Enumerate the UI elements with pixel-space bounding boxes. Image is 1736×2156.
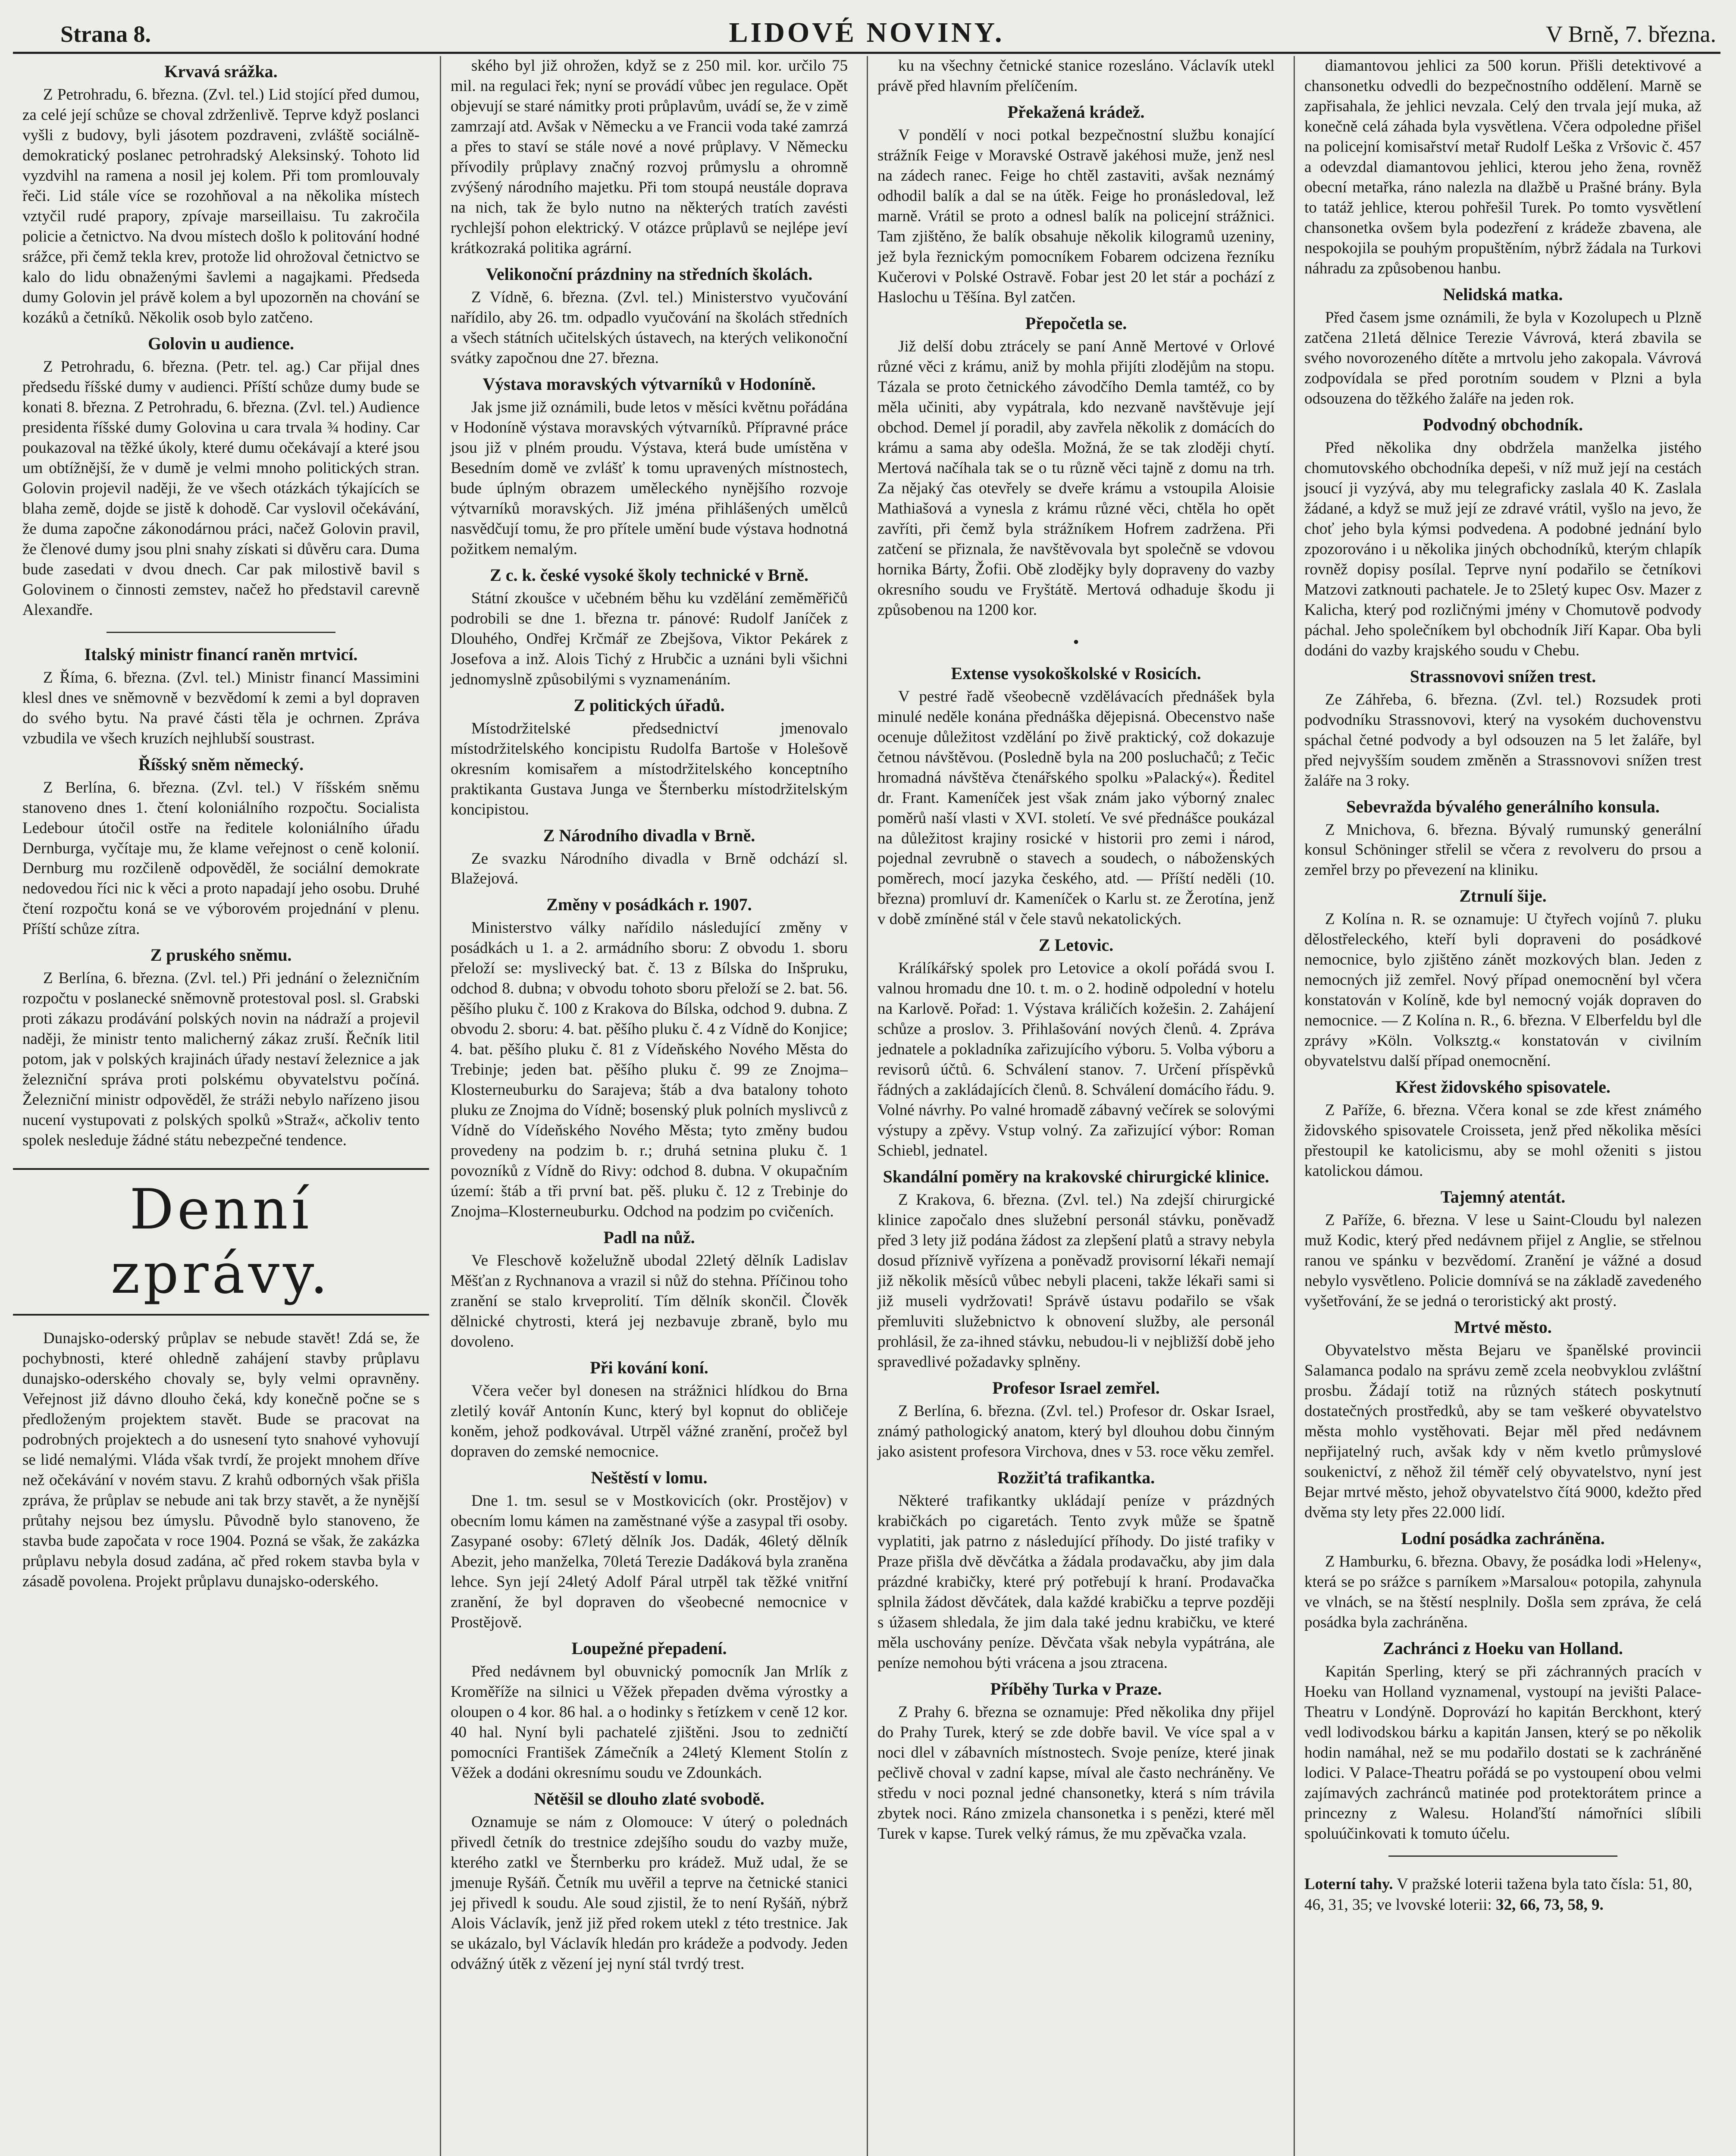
- lottery-numbers: 32, 66, 73, 58, 9.: [1495, 1896, 1604, 1914]
- article-text: Obyvatelstvo města Bejaru ve španělské provincii Salamanca podalo na správu země zcela neobvyklou zvláštní prosbu. Žádají totiž na různých státech poskytnutí dostatečných prostředků, aby se tam veškeré obyvatelstvo města mohlo vystěhovati. Bejar měl před nedávnem nepřijatelný ruch, avšak kdy v něm kvetlo průmyslové soukenictví, z něhož žil téměř celý obyvatelstvo, nyní jest Bejar mrtvé město, jehož obyvatelstvo čítá 9000, kdežto před dvěma sty lety přes 22.000 lidí.: [1304, 1341, 1702, 1522]
- article-headline: Výstava moravských výtvarníků v Hodoníně.: [483, 374, 816, 394]
- article-text: Ze svazku Národního divadla v Brně odchází sl. Blažejová.: [451, 849, 848, 888]
- article: [1295, 1187, 1711, 1312]
- article: [13, 333, 429, 620]
- article: [1295, 1638, 1711, 1844]
- article-text: Místodržitelské předsednictví jmenovalo místodržitelského koncipistu Rudolfa Bartoše v Holešově okresním komisařem a místodržitelského konceptního praktikanta Gustava Junga ve Šternberku místodržitelským koncipistou.: [451, 719, 848, 818]
- separator-rule: [1388, 1855, 1617, 1857]
- article-headline: Změny v posádkách r. 1907.: [546, 895, 752, 915]
- article-text: Z Vídně, 6. března. (Zvl. tel.) Ministerstvo vyučování nařídilo, aby 26. tm. odpadlo vyučování na školách středních a všech státních učitelských ústavech, na kterých velikonoční svátky započnou dne 27. března.: [451, 288, 848, 367]
- article-text: Z Paříže, 6. března. Včera konal se zde křest známého židovského spisovatele Croisseta, jenž před několika měsíci přestoupil ke katolicismu, aby se mohl oženiti s jistou katolickou dámou.: [1304, 1101, 1702, 1180]
- article: [1295, 886, 1711, 1072]
- article-headline: Ztrnulí šije.: [1459, 886, 1547, 906]
- article-text: Z Hamburku, 6. března. Obavy, že posádka lodi »Heleny«, která se po srážce s parníkem »Marsalou« potopila, zahynula ve vlnách, se na štěstí nesplnily. Došla sem zpráva, že celá posádka byla zachráněna.: [1304, 1553, 1702, 1631]
- article: [868, 1467, 1284, 1673]
- article-text: ského byl již ohrožen, když se z 250 mil. kor. určilo 75 mil. na regulaci řek; nyní se provádí vůbec jen regulace. Opět objevují se staré námitky proti průplavům, uvádí se, že v zimě zamrzají atd. Avšak v Německu a ve Francii voda také zamrzá a přes to staví se stále nové a nové průplavy. V Německu přívodily průplavy značný rozvoj průmyslu a ohromně zvýšený národního majetku. Při tom stoupá neustále doprava na nich, tak že bylo nutno na některých tratích zavésti rychlejší pohon elektrický. V otázce průplavů se nejlépe jeví krátkozraká politika agrární.: [451, 57, 848, 257]
- lottery-results: [1295, 1874, 1711, 1915]
- separator-dot: •: [1073, 632, 1079, 652]
- article-headline: Rozžiťtá trafikantka.: [997, 1468, 1155, 1488]
- article-text: Včera večer byl donesen na strážnici hlídkou do Brna zletilý kovář Antonín Kunc, který byl kopnut do obličeje koněm, jehož podkovával. Utrpěl vážné zranění, pročež byl dopraven do zemské nemocnice.: [451, 1382, 848, 1461]
- article-text: Ze Záhřeba, 6. března. (Zvl. tel.) Rozsudek proti podvodníku Strassnovovi, který na vysokém duchovenstvu spáchal četné podvody a byl odsouzen na 5 let žaláře, byl před nejvyšším soudem změněn a Strassnovovi snížen trest žaláře na 3 roky.: [1304, 690, 1702, 790]
- article: [1295, 1077, 1711, 1181]
- column-1: [13, 56, 429, 2156]
- article-text: Z Petrohradu, 6. března. (Petr. tel. ag.) Car přijal dnes předsedu říšské dumy v audienci. Příští schůze dumy bude se konati 8. března. Z Petrohradu, 6. března. (Zvl. tel.) Audience presidenta říšské dumy Golovina u cara trvala ¾ hodiny. Car poukazoval na těžké úkoly, které dumu očekávají a které jsou um obtížnější, že v dumě je velmi mnoho politických stran. Golovin projevil naději, že ve všech otázkách týkajících se blaha země, dojde se jistě k dohodě. Car vyslovil očekávání, že duma započne zákonodárnou práci, načež Golovin pravil, že členové dumy jsou plni snahy získati si důvěru cara. Duma bude zasedati v dvou dnech. Car pak milostivě bavil s Golovinem o činnosti zemstev, načež ho představil carevně Alexandře.: [22, 357, 420, 619]
- article-headline: Krvavá srážka.: [164, 62, 278, 81]
- article: [13, 754, 429, 940]
- article-headline: Při kování koní.: [590, 1358, 708, 1378]
- article-text: diamantovou jehlici za 500 korun. Přišli detektivové a chansonetku odvedli do bezpečnostního oddělení. Marně se zapřisahala, že jehlici nevzala. Celý den trvala její muka, až konečně celá záhada byla vysvětlena. Včera odpoledne přišel na policejní komisařství metař Rudolf Leška z Vršovic č. 457 a odevzdal diamantovou jehlici, kterou jeho žena, rovněž obecní metařka, ráno nalezla na dlažbě u Prašné brány. Byla to tatáž jehlice, kterou pohřešil Turek. Po tomto vysvětlení chansonetka ovšem byla podezření z krádeže zbavena, ale nespokojila se pouhým propuštěním, nýbrž žádala na Turkovi náhradu za způsobenou hanbu.: [1304, 57, 1702, 277]
- article-headline: Z pruského sněmu.: [150, 945, 292, 965]
- article-text: Z Kolína n. R. se oznamuje: U čtyřech vojínů 7. pluku dělostřeleckého, kteří byli dopraveni do posádkové nemocnice, bylo zjištěno zánět mozkových blan. Jeden z nemocných již zemřel. Nový případ onemocnění byl včera konstatován v Kolíně, kde byl nemocný voják dopraven do nemocnice. — Z Kolína n. R., 6. března. V Elberfeldu byl dle zprávy »Köln. Volksztg.« konstatován v civilním obyvatelstvu další případ onemocnění.: [1304, 910, 1702, 1070]
- article-text: Před nedávnem byl obuvnický pomocník Jan Mrlík z Kroměříže na silnici u Věžek přepaden dvěma výrostky a oloupen o 4 kor. 86 hal. a o hodinky s řetízkem v ceně 12 kor. 40 hal. Nyní byli pachatelé zjištěni. Jsou to zedničtí pomocníci František Zámečník a 24letý Klement Stolín z Věžek a dodáni okresnímu soudu ve Zdounkách.: [451, 1662, 848, 1782]
- article: [868, 56, 1284, 97]
- article: [1295, 284, 1711, 409]
- article: [441, 894, 857, 1222]
- article-headline: Padl na nůž.: [603, 1228, 695, 1247]
- article: [441, 56, 857, 259]
- article: [441, 1467, 857, 1633]
- article: [868, 1378, 1284, 1462]
- article-text: Ministerstvo války nařídilo následující změny v posádkách u 1. a 2. armádního sboru: Z obvodu 1. sboru přeloží se: myslivecký bat. č. 13 z Bílska do Inšpruku, odchod 8. dubna; v obvodu tohoto sboru přeloží se 2. bat. 56. pěšího pluku č. 100 z Krakova do Bílska, odchod 9. dubna. Z obvodu 2. sboru: 4. bat. pěšího pluku č. 4 z Vídně do Konjice; 4. bat. pěšího pluku č. 81 z Vídeňského Nového Města do Trebinje; jeden bat. pěšího pluku č. 99 ze Znojma–Klosterneuburku do Sarajeva; štáb a dva batalony tohoto pluku ze Znojma do Vídně; bosenský pluk polních myslivců z Vídně do Vídeňského Nového Města; tyto změny budou provedeny na podzim b. r.; druhá setnina pluku č. 1 povozníků z Vídně do Rivy: odchod 8. dubna. V okupačním území: štáb a tři první bat. pěš. pluku č. 12 z Trebinje do Znojma–Klosterneuburku. Odchod na podzim po cvičeních.: [451, 919, 848, 1221]
- article: [868, 102, 1284, 308]
- article-text: Králíkářský spolek pro Letovice a okolí pořádá svou I. valnou hromadu dne 10. t. m. o 2. hodině odpolední v hotelu na Karlově. Pořad: 1. Výstava králičích kožešin. 2. Zahájení schůze a proslov. 3. Přihlašování nových členů. 4. Zpráva jednatele a pokladníka zařizujícího výboru. 5. Volba výboru a revisorů účtů. 6. Schválení stanov. 7. Určení příspěvků řádných a zakládajících členů. 8. Schválení domácího řádu. 9. Volné návrhy. Po valné hromadě zábavný večírek se solovými výstupy a zpěvy. Vstup volný. Za zařizující výbor: Roman Schiebl, jednatel.: [877, 959, 1275, 1160]
- article-headline: Z Národního divadla v Brně.: [543, 825, 755, 845]
- article-text: Jak jsme již oznámili, bude letos v měsíci květnu pořádána v Hodoníně výstava moravských výtvarníků. Přípravné práce jsou již v plném proudu. Výstava, která bude umístěna v Besedním domě ve zvlášť k tomu upravených místnostech, bude úplným obrazem uměleckého nynějšího rozvoje výtvarníků moravských. Již jména přihlášených umělců nasvědčují tomu, že pro přítele umění bude výstava hodnotná požitkem nemalým.: [451, 398, 848, 558]
- article-text: Státní zkoušce v učebném běhu ku vzdělání zeměměřičů podrobili se dne 1. března tr. pánové: Rudolf Janíček z Dlouhého, Ondřej Krčmář ze Zbejšova, Viktor Pekárek z Josefova a inž. Alois Tichý z Hrubčic a uznáni byli všichni jednomyslně způsobilými s vyznamenáním.: [451, 589, 848, 688]
- page-number: Strana 8.: [60, 21, 151, 47]
- article: [441, 825, 857, 890]
- article: [13, 61, 429, 328]
- article: [441, 1789, 857, 1974]
- article-headline: Podvodný obchodník.: [1423, 414, 1583, 434]
- article: [1295, 56, 1711, 279]
- article-text: Ve Fleschově koželužně ubodal 22letý dělník Ladislav Měšťan z Rychnanova a vrazil si nůž do stehna. Příčinou toho zranění se stalo krveprolití. Tím dělník skončil. Člověk dělnické chytrosti, která jej nezbavuje zbraně, bylo mu dovoleno.: [451, 1252, 848, 1351]
- article: [868, 935, 1284, 1161]
- article-text: Z Petrohradu, 6. března. (Zvl. tel.) Lid stojící před dumou, za celé její schůze se choval zdrženlivě. Teprve když poslanci vyšli z budovy, byli jásotem pozdraveni, zvláště sociálně-demokratický poslanec petrohradský Aleksinský. Tohoto lid vyzdvihl na ramena a nosil jej kolem. Při tom promlouvaly řeči. Lid stále více se rozohňoval a na několika místech vztyčil rudé prapory, zpívaje marseillaisu. Tu zakročila policie a četnictvo. Na dvou místech došlo k politování hodné srážce, při čemž tekla krev, protože lid ohrožoval četnictvo se kalo do lidu obnaženými šavlemi a nagajkami. Předseda dumy Golovin jel právě kolem a byl upozorněn na chování se kozáků a četníků. Několik osob bylo zatčeno.: [22, 86, 420, 326]
- article-text: ku na všechny četnické stanice rozesláno. Václavík utekl právě před hlavním přelíčením.: [877, 57, 1275, 95]
- article: [441, 565, 857, 690]
- article-headline: Velikonoční prázdniny na středních školách.: [486, 264, 813, 284]
- column-3: [867, 56, 1284, 2156]
- article-text: Z Paříže, 6. března. V lese u Saint-Cloudu byl nalezen muž Kodic, který před nedávnem přijel z Anglie, se střelnou ranou ve spánku v bezvědomí. Zranění je vážné a dosud nebylo vysvětleno. Policie domnívá se na základě zavedeného vyšetřování, že se jedná o teroristický akt prostý.: [1304, 1211, 1702, 1310]
- article-headline: Nelidská matka.: [1443, 284, 1563, 304]
- article-headline: Skandální poměry na krakovské chirurgické klinice.: [883, 1167, 1269, 1187]
- article-headline: Golovin u audience.: [148, 333, 294, 353]
- article-headline: Příběhy Turka v Praze.: [990, 1679, 1162, 1698]
- article: [868, 1166, 1284, 1373]
- article-text: Z Berlína, 6. března. (Zvl. tel.) V říšském sněmu stanoveno dnes 1. čtení koloniálního rozpočtu. Socialista Ledebour útočil ostře na ředitele koloniálního úřadu Dernburga, vyčítaje mu, že klame veřejnost o ceně kolonií. Dernburg mu rozčileně odpověděl, že sociální demokrate nedovedou říci nic k věci a proto napadají jeho osobu. Druhé čtení rozpočtu koná se ve výborovém projednání v plenu. Příští schůze zítra.: [22, 778, 420, 938]
- article-text: Z Prahy 6. března se oznamuje: Před několika dny přijel do Prahy Turek, který se zde dobře bavil. Ve více spal a v noci dlel v zábavních místnostech. Svoje peníze, které jinak pečlivě choval v zadní kapse, míval ale často nechráněny. Ve středu v noci poznal jedné chansonetky, která s ním trávila zbytek noci. Ráno zmizela chansonetka i s penězi, které měl Turek v kapse. Turek velký rámus, že mu zpěvačka vzala.: [877, 1703, 1275, 1843]
- article-headline: Křest židovského spisovatele.: [1395, 1077, 1611, 1097]
- article-headline: Extense vysokoškolské v Rosicích.: [951, 663, 1201, 683]
- article-headline: Profesor Israel zemřel.: [992, 1378, 1160, 1398]
- column-2: [440, 56, 857, 2156]
- article: [441, 264, 857, 369]
- article-headline: Z c. k. české vysoké školy technické v Brně.: [490, 565, 808, 585]
- page-header: [13, 9, 1720, 54]
- article: [441, 1357, 857, 1462]
- article-text: Před časem jsme oznámili, že byla v Kozolupech u Plzně zatčena 21letá dělnice Terezie Vávrová, která zbavila se svého novorozeného dítěte a mrtvolu jeho zakopala. Vávrová zodpovídala se před porotním soudem v Plzni a byla odsouzena do těžkého žaláře na jeden rok.: [1304, 308, 1702, 407]
- article-text: Oznamuje se nám z Olomouce: V úterý o polednách přivedl četník do trestnice zdejšího soudu do vazby muže, kterého zatkl ve Šternberku pro krádež. Muž udal, že se jmenuje Ryšáň. Četník mu uvěřil a teprve na četnické stanici jej přivedl k soudu. Ale soud zjistil, že to není Ryšáň, nýbrž Alois Václavík, jenž již před rokem utekl z této trestnice. Jak se ukázalo, byl Václavík hledán pro krádeže a podvody. Jeden odvážný útěk z vězení jej nyní stál tvrdý trest.: [451, 1813, 848, 1973]
- section-title: Denní zprávy.: [13, 1168, 429, 1316]
- article-text: V pondělí v noci potkal bezpečnostní službu konající strážník Feige v Moravské Ostravě jakéhosi muže, jenž nesl na zádech ranec. Feige ho chtěl zastaviti, avšak neznámý odhodil balík a dal se na útěk. Feige ho pronásledoval, lež marně. Vrátil se proto a odnesl balík na policejní strážnici. Tam zjištěno, že balík obsahuje několik kilogramů uzeniny, jež byla řeznickým pomocníkem Fobarem odcizena řezníku Kučerovi v Polské Ostravě. Fobar jest 20 let stár a pochází z Haslochu u Těšína. Byl zatčen.: [877, 126, 1275, 306]
- article: [441, 1638, 857, 1783]
- article-headline: Neštěstí v lomu.: [591, 1468, 708, 1488]
- article-headline: Z politických úřadů.: [573, 695, 725, 715]
- article: [1295, 1528, 1711, 1633]
- article: [1295, 1317, 1711, 1523]
- article: [441, 695, 857, 820]
- article-text: Z Berlína, 6. března. (Zvl. tel.) Při jednání o železničním rozpočtu v poslanecké sněmovně protestoval posl. sl. Grabski proti zákazu prodávání polských novin na nádraží a projevil naději, že ministr tento malicherný zákaz zruší. Řečník litil potom, jak v polských krajinách úřady nestaví železnice a jak železniční správa proti polskému obyvatelstvu počíná. Železniční ministr odpověděl, že stráži nebylo nařízeno jisou nucení vystupovati z polských spolků »Straž«, ačkoliv tento spolek nesleduje žádné státu nebezpečné tendence.: [22, 969, 420, 1150]
- dateline: V Brně, 7. března.: [1546, 21, 1716, 47]
- lottery-text: V pražské loterii tažena byla tato čísla: 51, 80, 46, 31, 35; ve lvovské loterii:: [1304, 1875, 1692, 1914]
- article: [1295, 414, 1711, 661]
- article-headline: Z Letovic.: [1038, 935, 1114, 955]
- article-text: Kapitán Sperling, který se při záchranných pracích v Hoeku van Holland vyznamenal, vystoupí na jevišti Palace-Theatru v Londýně. Doprovází ho kapitán Berckhont, který vedl lodivodskou bárku a kapitán Jansen, který se po několik hodin namáhal, než se mu podařilo dostati se k zachráněné lodici. V Palace-Theatru pořádá se po vystoupení obou velmi zajímavých zachránců matinée pod protektorátem prince a princezny z Walesu. Holanďští námořníci slíbili spoluúčinkovati k tomuto účelu.: [1304, 1662, 1702, 1843]
- article-text: Z Říma, 6. března. (Zvl. tel.) Ministr financí Massimini klesl dnes ve sněmovně v bezvědomí k zemi a byl dopraven do svého bytu. Na pravé části těla je ochrnen. Zpráva vzbudila ve všech kruzích nejhlubší soustrast.: [22, 668, 420, 747]
- article: [1295, 796, 1711, 881]
- article-headline: Přepočetla se.: [1025, 313, 1127, 333]
- lottery-label: Loterní tahy.: [1304, 1875, 1393, 1893]
- article: [868, 313, 1284, 620]
- article-headline: Tajemný atentát.: [1440, 1187, 1566, 1207]
- article-headline: Mrtvé město.: [1454, 1317, 1552, 1337]
- article: [1295, 666, 1711, 791]
- article-headline: Překažená krádež.: [1007, 102, 1145, 122]
- article-text: Již delší dobu ztrácely se paní Anně Mertové v Orlové různé věci z krámu, aniž by mohla přijíti zlodějům na stopu. Tázala se proto četnického závodčího Demla tamtéž, co by měla učiniti, aby vypátrala, kdo nezvaně navštěvuje její obchod. Demel jí poradil, aby zavřela několik z domácích do krámu a sama aby odešla. Možná, že se tak zloději chytí. Mertová načíhala tak se o tu různě věci tajně z domu na trh. Za nějaký čas otevřely se dveře krámu a vstoupila Aloisie Mathiašová a vynesla z krámu různé věci, chtěla ho opět zavříti, při čemž byla strážníkem Hofrem zadržena. Při zatčení se přiznala, že navštěvovala byt společně se vdovou hornika Bárty, Žofii. Obě zlodějky byly dopraveny do vazby okresního soudu ve Fryštátě. Mertová odhaduje škodu ji způsobenou na 1200 kor.: [877, 337, 1275, 619]
- section-text: Dunajsko-oderský průplav se nebude stavět! Zdá se, že pochybnosti, které ohledně zahájení stavby průplavu dunajsko-oderského chovaly se, byly velmi opravněny. Veřejnost již dávno dlouho čeká, kdy konečně počne se s předloženým projektem stavět. Bude se pracovat na podrobných projektech a do usnesení tyto snahové vyhovují se lidé nemalými. Vláda však tvrdí, že projekt mnohem dříve než očekávání v novém stavu. Z krahů odborných však přišla zpráva, že průplav se nebude ani tak brzy stavět, a že nynější průtahy nejsou bez úmyslu. Původně bylo stanoveno, že stavba bude započata v roce 1904. Pozná se však, že zakázka průplavu nebyla dosud zadána, ač před rokem stavba byla v zásadě povolena. Projekt průplavu dunajsko-oderského.: [22, 1329, 420, 1591]
- article-headline: Strassnovovi snížen trest.: [1410, 666, 1596, 686]
- article-headline: Nětěšil se dlouho zlaté svobodě.: [534, 1789, 765, 1808]
- article: [13, 644, 429, 749]
- article-text: Z Mnichova, 6. března. Bývalý rumunský generální konsul Schöninger střelil se včera z revolveru do prsou a zemřel brzy po převezení na kliniku.: [1304, 821, 1702, 879]
- article-text: Některé trafikantky ukládají peníze v prázdných krabičkách po cigaretách. Tento zvyk může se špatně vyplatiti, jak patrno z následující příhody. Do jisté trafiky v Praze přišla dvě děvčátka a žádala prodavačku, aby jim dala prázdné krabičky, které prý potřebují k hraní. Prodavačka splnila žádost děvčátek, dala každé krabičku a teprve později s úžasem shledala, že jim dala také jednu krabičku, ve které měla uschovány peníze. Děvčata však nebyla vypátrána, ale peníze nemohou býti vrácena a jsou ztracena.: [877, 1492, 1275, 1672]
- article-headline: Zachránci z Hoeku van Holland.: [1383, 1638, 1623, 1658]
- article-text: V pestré řadě všeobecně vzdělávacích přednášek byla minulé neděle konána přednáška dějepisná. Obecenstvo naše ocenuje důležitost vzdělání po živě praktický, což dokazuje četnou návštěvou. (Posledně byla na 200 posluchačů; z Tečic hromadná návštěva čtenářského spolku »Palacký«). Ředitel dr. Frant. Kameníček jest však znám jako výborný znalec poměrů naší vlasti v XVI. století. Ve své přednášce poukázal na důležitost krajiny rosické v historii pro zemi i národ, pojednal zevrubně o stavech a soudech, o náboženských poměrech, mocí jazyka českého, atd. — Příští neděli (10. března) promluví dr. Kameníček o Karlu st. ze Žerotína, jenž v době zmíněné stál v čele stavů nekatolických.: [877, 687, 1275, 928]
- article-text: Z Berlína, 6. března. (Zvl. tel.) Profesor dr. Oskar Israel, známý pathologický anatom, který byl dlouhou dobu činným jako asistent profesora Virchova, dnes v 53. roce věku zemřel.: [877, 1402, 1275, 1461]
- separator-rule: [107, 632, 335, 633]
- article-headline: Sebevražda bývalého generálního konsula.: [1346, 796, 1660, 816]
- columns: [13, 56, 1720, 2156]
- masthead: LIDOVÉ NOVINY.: [729, 17, 1005, 48]
- article-text: Před několika dny obdržela manželka jistého chomutovského obchodníka depeši, v níž muž její na cestách jsoucí ji vyzývá, aby mu telegraficky zaslala 40 K. Zaslala žádané, a když se muž její ze zdravé vrátil, vyšlo na jevo, že choť jeho byla kýmsi podvedena. A podobné jednání bylo zpozorováno i u několika jiných obchodníků, kterým chlapík rovněž dopisy posílal. Teprve nyní podařilo se četníkovi Matzovi zatknouti pachatele. Je to 25letý kupec Osv. Mazer z Kalicha, který pod rozličnými jmény v Chomutově podvody páchal. Jeho společníkem byl obchodník Jiří Kapar. Oba byli dodáni do vazby krajského soudu v Chebu.: [1304, 439, 1702, 659]
- article: [868, 663, 1284, 930]
- article-headline: Italský ministr financí raněn mrtvicí.: [84, 644, 358, 664]
- column-4: [1294, 56, 1711, 2156]
- article: [441, 374, 857, 560]
- section-article: [13, 1329, 429, 1592]
- article-headline: Říšský sněm německý.: [138, 754, 304, 774]
- article-headline: Lodní posádka zachráněna.: [1401, 1529, 1605, 1548]
- article-text: Dne 1. tm. sesul se v Mostkovicích (okr. Prostějov) v obecním lomu kámen na zaměstnané výše a zasypal tři osoby. Zasypané osoby: 67letý dělník Jos. Dadák, 46letý dělník Abezit, jeho manželka, 70letá Terezie Dadáková byla zraněna lehce. Syn její 24letý Adolf Páral utrpěl tak těžké vnitřní zranění, že byl dopraven do všeobecné nemocnice v Prostějově.: [451, 1492, 848, 1631]
- article: [868, 1679, 1284, 1844]
- article-text: Z Krakova, 6. března. (Zvl. tel.) Na zdejší chirurgické klinice započalo dnes služební personál stávku, poněvadž před 3 lety již podána žádost za zlepšení platů a stravy nebyla dosud příznivě vyřízena a poněvadž provisorní lékaři nemají již několik měsíců vůbec nebyli placeni, takže lékaři sami si již museli vydržovati! Správě ústavu podařilo se však přemluviti služebnictvo k obnovení služby, ale personál prohlásil, že za-ihned stávku, nebudou-li v nejbližší době jeho spravedlivé požadavky splněny.: [877, 1191, 1275, 1371]
- article: [441, 1227, 857, 1352]
- article-headline: Loupežné přepadení.: [571, 1638, 727, 1658]
- article: [13, 945, 429, 1151]
